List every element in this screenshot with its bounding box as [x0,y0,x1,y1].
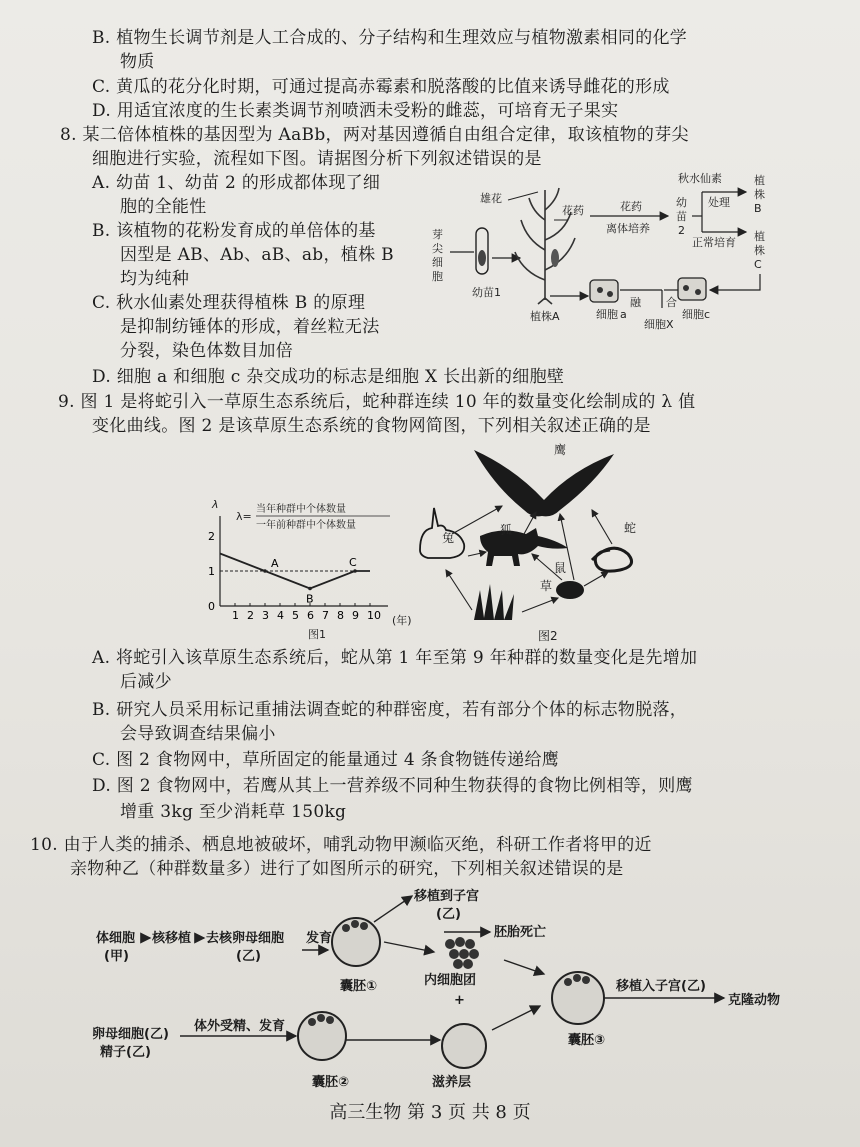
q7-option-c: C. 黄瓜的花分化时期，可通过提高赤霉素和脱落酸的比值来诱导雌花的形成 [92,77,670,97]
rabbit-label: 兔 [442,531,455,545]
somatic-cell-species: (甲) [104,949,129,964]
cell-c-icon [678,278,706,300]
x-tick-label: 4 [277,609,284,622]
chart-xunit: (年) [392,614,412,627]
blastocyst-2-label: 囊胚② [312,1075,350,1090]
normal-culture-label: 正常培育 [692,236,736,249]
blastocyst-1-label: 囊胚① [340,979,378,994]
sperm-label: 精子(乙) [100,1045,151,1060]
plant-b-label-3: B [754,202,762,215]
transfer-uterus-2-label: 移植入子宫(乙) [616,979,706,994]
inner-cell-mass-label: 内细胞团 [424,973,477,988]
x-tick-label: 8 [337,609,344,622]
culture-label: 离体培养 [606,222,650,235]
q7-option-d: D. 用适宜浓度的生长素类调节剂喷洒未受粉的雌蕊，可培育无子果实 [92,101,619,121]
point-a [263,569,267,573]
x-tick-label: 6 [307,609,314,622]
q9-option-d-line1: D. 图 2 食物网中，若鹰从其上一营养级不同种生物获得的食物比例相等，则鹰 [92,776,693,796]
y-tick-label: 2 [208,530,215,543]
anther-label: 花药 [562,204,584,217]
q8-option-b-line2: 因型是 AB、Ab、aB、ab，植株 B [120,245,394,265]
eagle-icon [474,450,614,516]
q7-option-b-line2: 物质 [120,52,155,72]
ivf-label: 体外受精、发育 [194,1019,286,1034]
q9-food-web [412,440,662,645]
plant-b-label-2: 株 [754,188,765,201]
snake-label: 蛇 [624,521,637,535]
seedling1-label: 幼苗1 [472,286,501,299]
q9-stem-line1: 9. 图 1 是将蛇引入一草原生态系统后，蛇种群连续 10 年的数量变化绘制成的 λ 值 [58,392,696,412]
point-label-b: B [306,592,314,606]
male-flower-label: 雄花 [480,192,502,205]
q8-option-c-line2: 是抑制纺锤体的形成，着丝粒无法 [120,317,380,337]
q8-option-a-line2: 胞的全能性 [120,197,207,217]
fig2-caption: 图2 [538,629,558,643]
fusion-label-1: 融 [630,296,641,309]
page-footer: 高三生物 第 3 页 共 8 页 [329,1102,531,1123]
x-tick-label: 2 [247,609,254,622]
plant-b-label-1: 植 [754,174,765,187]
formula-denominator: 一年前种群中个体数量 [256,520,356,531]
q8-option-d: D. 细胞 a 和细胞 c 杂交成功的标志是细胞 X 长出新的细胞壁 [92,367,565,387]
transfer-uterus-species: (乙) [436,907,461,922]
snake-icon [592,548,632,571]
q9-option-a-line2: 后减少 [120,672,172,692]
q8-stem-line1: 8. 某二倍体植株的基因型为 AaBb，两对基因遵循自由组合定律，取该植物的芽尖 [60,125,689,145]
inner-cell-mass-icon [445,937,479,969]
q9-option-b-line2: 会导致调查结果偏小 [120,724,276,744]
trophoblast-label: 滋养层 [432,1075,472,1090]
q8-stem-line2: 细胞进行实验，流程如下图。请据图分析下列叙述错误的是 [92,149,542,169]
develop-label: 发育 [306,931,333,946]
bud-label-2: 尖 [432,242,443,255]
bud-label-3: 细 [432,256,443,269]
grass-icon [474,584,514,620]
y-tick-label: 1 [208,565,215,578]
cell-a-label-2: a [620,308,627,321]
mouse-label: 鼠 [554,561,567,575]
mouse-icon [556,581,584,599]
clone-animal-label: 克隆动物 [728,993,781,1008]
blastocyst-3-label: 囊胚③ [568,1033,606,1048]
plant-c-label-2: 株 [754,244,765,257]
x-tick-label: 1 [232,609,239,622]
q8-flow-diagram [420,172,780,350]
q9-option-c: C. 图 2 食物网中，草所固定的能量通过 4 条食物链传递给鹰 [92,750,560,770]
point-label-a: A [271,557,279,570]
formula-lhs: λ= [236,510,252,523]
trophoblast-icon [442,1024,486,1068]
fig1-caption: 图1 [308,628,326,641]
plant-c-label-1: 植 [754,230,765,243]
bud-label-4: 胞 [432,270,443,283]
fox-label: 狐 [500,523,513,537]
x-tick-label: 9 [352,609,359,622]
pollen-label: 花药 [620,200,642,213]
q8-option-b-line1: B. 该植物的花粉发育成的单倍体的基 [92,221,376,241]
q8-option-c-line3: 分裂，染色体数目加倍 [120,341,293,361]
enucleated-oocyte-species: (乙) [236,949,261,964]
fusion-label-2: 合 [666,296,677,309]
nuclear-transfer-label: 核移植 [152,931,192,946]
cell-a-label-1: 细胞 [596,308,618,321]
q8-option-c-line1: C. 秋水仙素处理获得植株 B 的原理 [92,293,366,313]
colchicine-label: 秋水仙素 [678,172,722,185]
q7-option-b-line1: B. 植物生长调节剂是人工合成的、分子结构和生理效应与植物激素相同的化学 [92,28,688,48]
cell-a-icon [590,280,618,302]
embryo-death-label: 胚胎死亡 [494,925,547,940]
point-c [353,569,357,573]
eagle-label: 鹰 [554,443,567,457]
q9-option-a-line1: A. 将蛇引入该草原生态系统后，蛇从第 1 年至第 9 年种群的数量变化是先增加 [92,648,698,668]
x-tick-label: 5 [292,609,299,622]
formula-numerator: 当年种群中个体数量 [256,504,346,515]
q9-option-b-line1: B. 研究人员采用标记重捕法调查蛇的种群密度，若有部分个体的标志物脱落， [92,700,688,720]
cell-c-label: 细胞c [682,308,711,321]
somatic-cell-label: 体细胞 [96,931,136,946]
x-tick-label: 3 [262,609,269,622]
treatment-label: 处理 [708,196,730,209]
q9-lambda-chart [200,488,420,641]
x-tick-label: 10 [367,609,381,622]
bud-label-1: 芽 [432,228,443,241]
q10-cloning-diagram [84,880,814,1090]
plus-sign: + [454,993,465,1008]
q10-stem-line1: 10. 由于人类的捕杀、栖息地被破坏，哺乳动物甲濒临灭绝，科研工作者将甲的近 [30,835,652,855]
q9-option-d-line2: 增重 3kg 至少消耗草 150kg [120,802,347,822]
enucleated-oocyte-label: 去核卵母细胞 [206,931,285,946]
cell-x-label: 细胞X [644,318,674,331]
q10-stem-line2: 亲物种乙（种群数量多）进行了如图所示的研究，下列相关叙述错误的是 [70,859,624,879]
q8-option-a-line1: A. 幼苗 1、幼苗 2 的形成都体现了细 [92,173,381,193]
chart-ylabel: λ [212,498,219,511]
y-tick-label: 0 [208,600,215,613]
seedling2-label-1: 幼 [676,196,687,209]
x-tick-label: 7 [322,609,329,622]
q9-stem-line2: 变化曲线。图 2 是该草原生态系统的食物网简图，下列相关叙述正确的是 [92,416,651,436]
grass-label: 草 [540,579,553,593]
point-b [308,587,312,591]
plant-c-label-3: C [754,258,762,271]
oocyte-label: 卵母细胞(乙) [92,1027,169,1042]
point-label-c: C [349,556,357,569]
q8-option-b-line3: 均为纯种 [120,269,190,289]
transfer-uterus-label: 移植到子宫 [414,889,480,904]
plant-a-label: 植株A [530,310,560,323]
seedling2-label-3: 2 [678,224,685,237]
seedling2-label-2: 苗 [676,210,687,223]
